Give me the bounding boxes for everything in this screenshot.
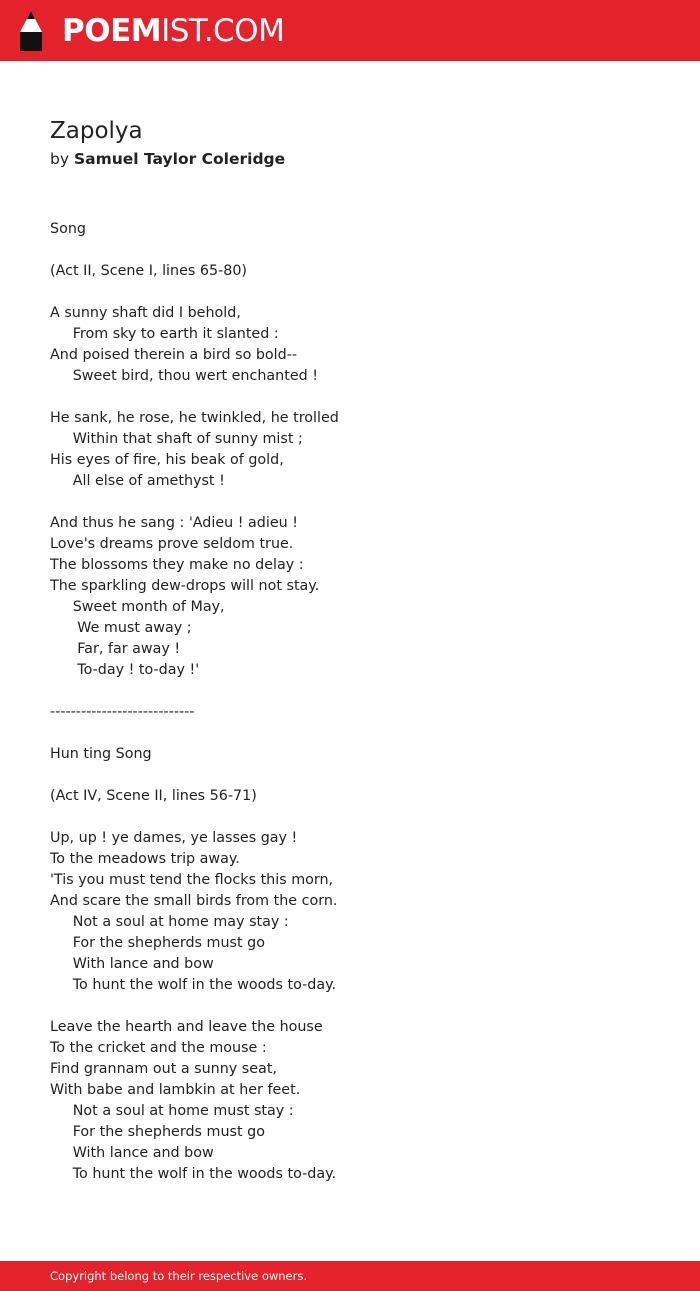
author-name: Samuel Taylor Coleridge bbox=[73, 150, 286, 168]
poem-line: Song bbox=[50, 221, 86, 237]
poem-line: Not a soul at home may stay : bbox=[50, 914, 289, 930]
poem-line: His eyes of fire, his beak of gold, bbox=[50, 452, 284, 468]
poem-line: The sparkling dew-drops will not stay. bbox=[50, 578, 320, 594]
poem-line bbox=[50, 723, 670, 744]
poem-line: We must away ; bbox=[50, 620, 192, 636]
poem-line: To hunt the wolf in the woods to-day. bbox=[50, 1166, 337, 1182]
poem-line: Love's dreams prove seldom true. bbox=[50, 536, 294, 552]
poem-line: (Act II, Scene I, lines 65-80) bbox=[50, 263, 247, 279]
poem-line: Not a soul at home must stay : bbox=[50, 1103, 294, 1119]
poem-line bbox=[50, 387, 670, 408]
poem-line: To the meadows trip away. bbox=[50, 851, 240, 867]
poem-line: From sky to earth it slanted : bbox=[50, 326, 279, 342]
poem-line bbox=[50, 240, 670, 261]
poem-line: With lance and bow bbox=[50, 956, 214, 972]
poem-line: All else of amethyst ! bbox=[50, 473, 225, 489]
poem-line: And scare the small birds from the corn. bbox=[50, 893, 338, 909]
poem-line bbox=[50, 996, 670, 1017]
logo-light-text: IST.COM bbox=[161, 13, 285, 49]
poem-line: Up, up ! ye dames, ye lasses gay ! bbox=[50, 830, 298, 846]
poem-line bbox=[50, 492, 670, 513]
poem-line: He sank, he rose, he twinkled, he trolled bbox=[50, 410, 339, 426]
poem-line: With babe and lambkin at her feet. bbox=[50, 1082, 301, 1098]
pencil-nib-icon[interactable] bbox=[18, 10, 44, 52]
poem-line: ---------------------------- bbox=[50, 704, 195, 720]
poem-line: Far, far away ! bbox=[50, 641, 181, 657]
poem-line: Sweet month of May, bbox=[50, 599, 225, 615]
poem-body bbox=[50, 219, 670, 1185]
site-logo[interactable] bbox=[62, 13, 284, 49]
poem-line: And poised therein a bird so bold-- bbox=[50, 347, 298, 363]
poem-line bbox=[50, 282, 670, 303]
poem-line bbox=[50, 681, 670, 702]
poem-line: Sweet bird, thou wert enchanted ! bbox=[50, 368, 318, 384]
poem-line: (Act IV, Scene II, lines 56-71) bbox=[50, 788, 257, 804]
poem-line: Hun ting Song bbox=[50, 746, 152, 762]
poem-line: Leave the hearth and leave the house bbox=[50, 1019, 323, 1035]
poem-line: And thus he sang : 'Adieu ! adieu ! bbox=[50, 515, 298, 531]
poem-line: Find grannam out a sunny seat, bbox=[50, 1061, 277, 1077]
poem-line: Within that shaft of sunny mist ; bbox=[50, 431, 303, 447]
poem-line: With lance and bow bbox=[50, 1145, 214, 1161]
by-label: by bbox=[50, 150, 70, 168]
poem-line: The blossoms they make no delay : bbox=[50, 557, 304, 573]
byline bbox=[50, 149, 285, 169]
poem-line bbox=[50, 807, 670, 828]
poem-line: For the shepherds must go bbox=[50, 1124, 265, 1140]
poem-line: 'Tis you must tend the flocks this morn, bbox=[50, 872, 334, 888]
poem-title: Zapolya bbox=[50, 118, 143, 144]
poem-line: For the shepherds must go bbox=[50, 935, 265, 951]
poem-line: To the cricket and the mouse : bbox=[50, 1040, 267, 1056]
poem-line: A sunny shaft did I behold, bbox=[50, 305, 241, 321]
poem-line: To hunt the wolf in the woods to-day. bbox=[50, 977, 337, 993]
poem-line bbox=[50, 765, 670, 786]
logo-bold-text: POEM bbox=[62, 13, 162, 49]
copyright-text: Copyright belong to their respective owners. bbox=[50, 1269, 308, 1283]
site-header bbox=[0, 0, 700, 61]
poem-line: To-day ! to-day !' bbox=[50, 662, 200, 678]
site-footer bbox=[0, 1261, 700, 1291]
